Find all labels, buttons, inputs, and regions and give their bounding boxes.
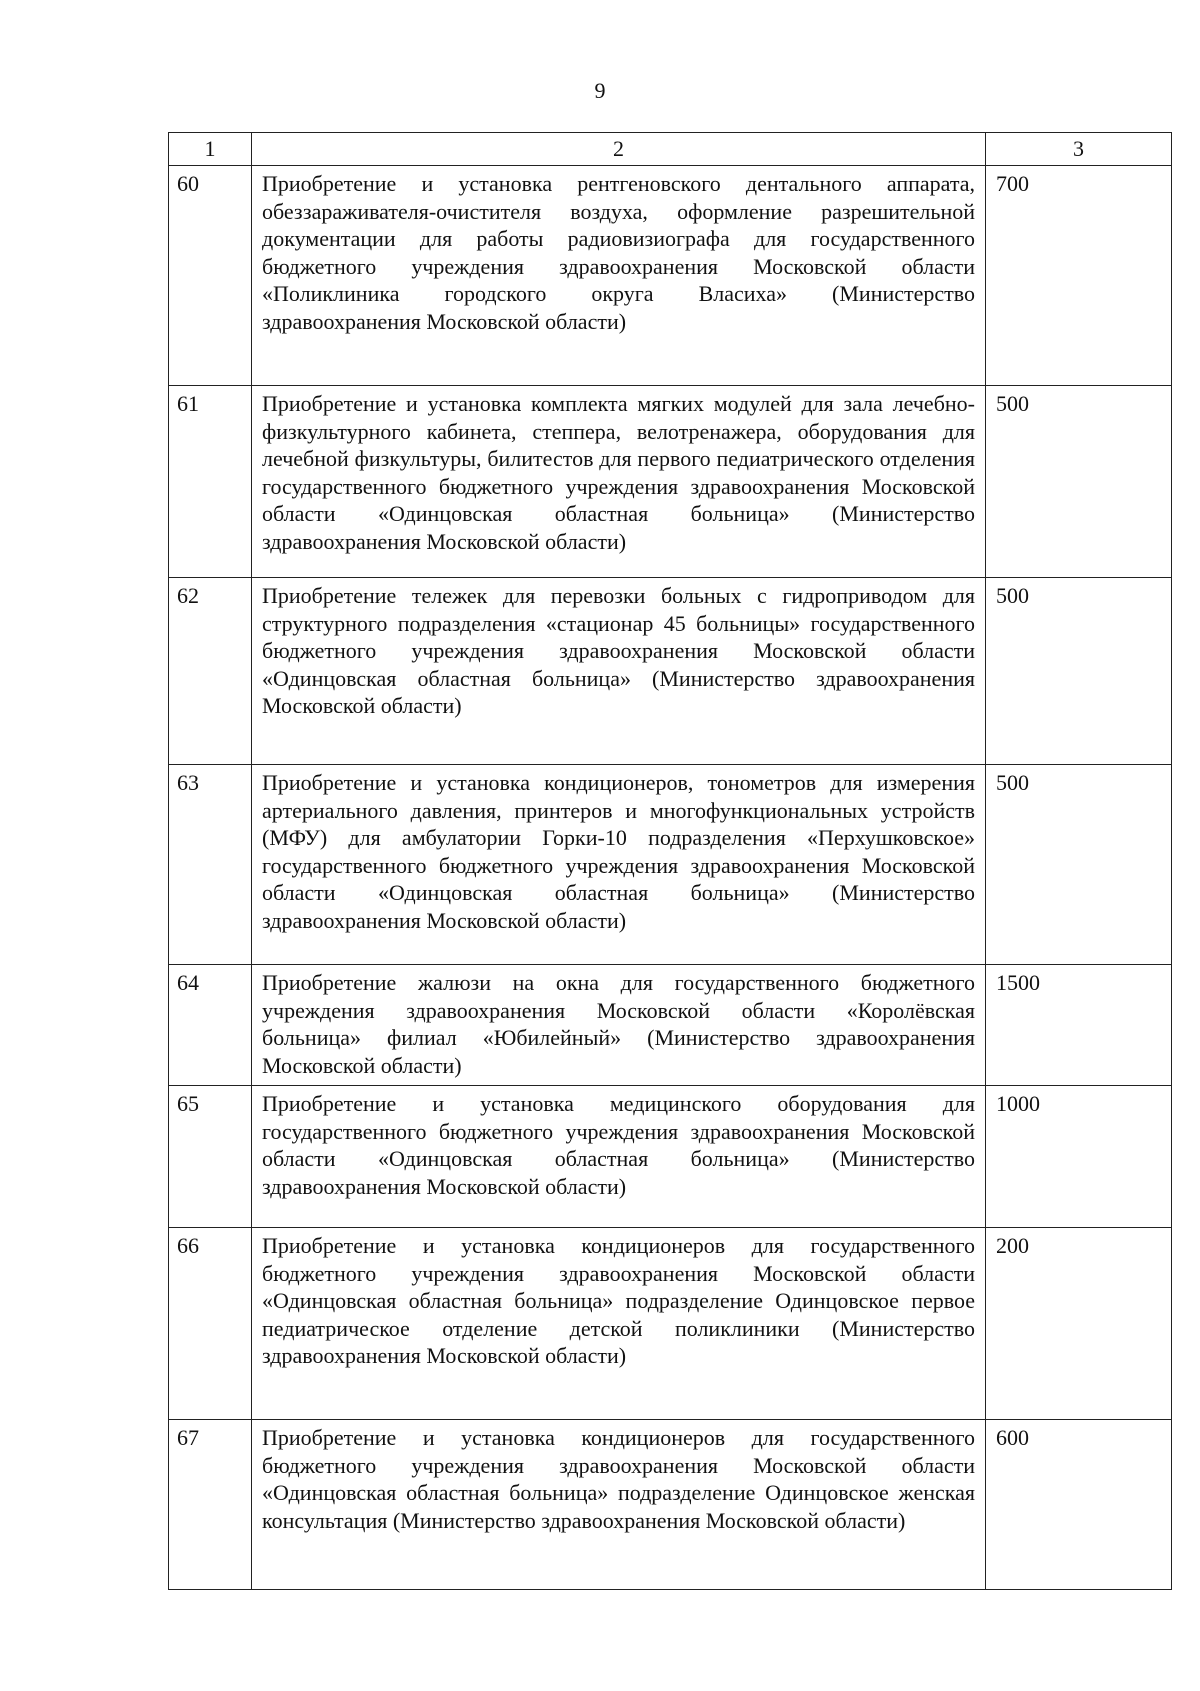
row-number: 66 — [169, 1228, 252, 1420]
row-description: Приобретение и установка рентгеновского дентального аппарата, обеззараживателя-очистителя воздуха, оформление разрешительной документации для работы радиовизиографа для государственного бюджетного учреждения здравоохранения Московской области «Поликлиника городского округа Власиха» (Министерство здравоохранения Московской области) — [252, 166, 986, 386]
row-number: 63 — [169, 765, 252, 965]
row-description: Приобретение и установка кондиционеров для государственного бюджетного учреждения здравоохранения Московской области «Одинцовская областная больница» подразделение Одинцовское первое педиатрическое отделение детской поликлиники (Министерство здравоохранения Московской области) — [252, 1228, 986, 1420]
budget-table — [168, 132, 1172, 1590]
row-number: 65 — [169, 1086, 252, 1228]
row-amount: 700 — [986, 166, 1172, 386]
table-header-row — [169, 133, 1172, 166]
row-amount: 1500 — [986, 965, 1172, 1086]
row-amount: 500 — [986, 765, 1172, 965]
page-number: 9 — [594, 78, 606, 103]
row-number: 61 — [169, 386, 252, 578]
column-header-number: 1 — [169, 133, 252, 166]
table-row — [169, 1086, 1172, 1228]
table-row — [169, 166, 1172, 386]
row-amount: 200 — [986, 1228, 1172, 1420]
row-number: 60 — [169, 166, 252, 386]
row-amount: 1000 — [986, 1086, 1172, 1228]
table-row — [169, 386, 1172, 578]
row-description: Приобретение и установка кондиционеров, тонометров для измерения артериального давления, принтеров и многофункциональных устройств (МФУ) для амбулатории Горки-10 подразделения «Перхушковское» государственного бюджетного учреждения здравоохранения Московской области «Одинцовская областная больница» (Министерство здравоохранения Московской области) — [252, 765, 986, 965]
table-row — [169, 765, 1172, 965]
row-amount: 500 — [986, 386, 1172, 578]
row-amount: 500 — [986, 578, 1172, 765]
row-number: 64 — [169, 965, 252, 1086]
column-header-description: 2 — [252, 133, 986, 166]
row-description: Приобретение жалюзи на окна для государственного бюджетного учреждения здравоохранения Московской области «Королёвская больница» филиал «Юбилейный» (Министерство здравоохранения Московской области) — [252, 965, 986, 1086]
table-row — [169, 1228, 1172, 1420]
row-description: Приобретение тележек для перевозки больных с гидроприводом для структурного подразделения «стационар 45 больницы» государственного бюджетного учреждения здравоохранения Московской области «Одинцовская областная больница» (Министерство здравоохранения Московской области) — [252, 578, 986, 765]
row-number: 62 — [169, 578, 252, 765]
table-row — [169, 965, 1172, 1086]
table-row — [169, 578, 1172, 765]
column-header-amount: 3 — [986, 133, 1172, 166]
row-number: 67 — [169, 1420, 252, 1590]
row-description: Приобретение и установка медицинского оборудования для государственного бюджетного учреждения здравоохранения Московской области «Одинцовская областная больница» (Министерство здравоохранения Московской области) — [252, 1086, 986, 1228]
row-amount: 600 — [986, 1420, 1172, 1590]
row-description: Приобретение и установка комплекта мягких модулей для зала лечебно-физкультурного кабинета, степпера, велотренажера, оборудования для лечебной физкультуры, билитестов для первого педиатрического отделения государственного бюджетного учреждения здравоохранения Московской области «Одинцовская областная больница» (Министерство здравоохранения Московской области) — [252, 386, 986, 578]
table-row — [169, 1420, 1172, 1590]
row-description: Приобретение и установка кондиционеров для государственного бюджетного учреждения здравоохранения Московской области «Одинцовская областная больница» подразделение Одинцовское женская консультация (Министерство здравоохранения Московской области) — [252, 1420, 986, 1590]
